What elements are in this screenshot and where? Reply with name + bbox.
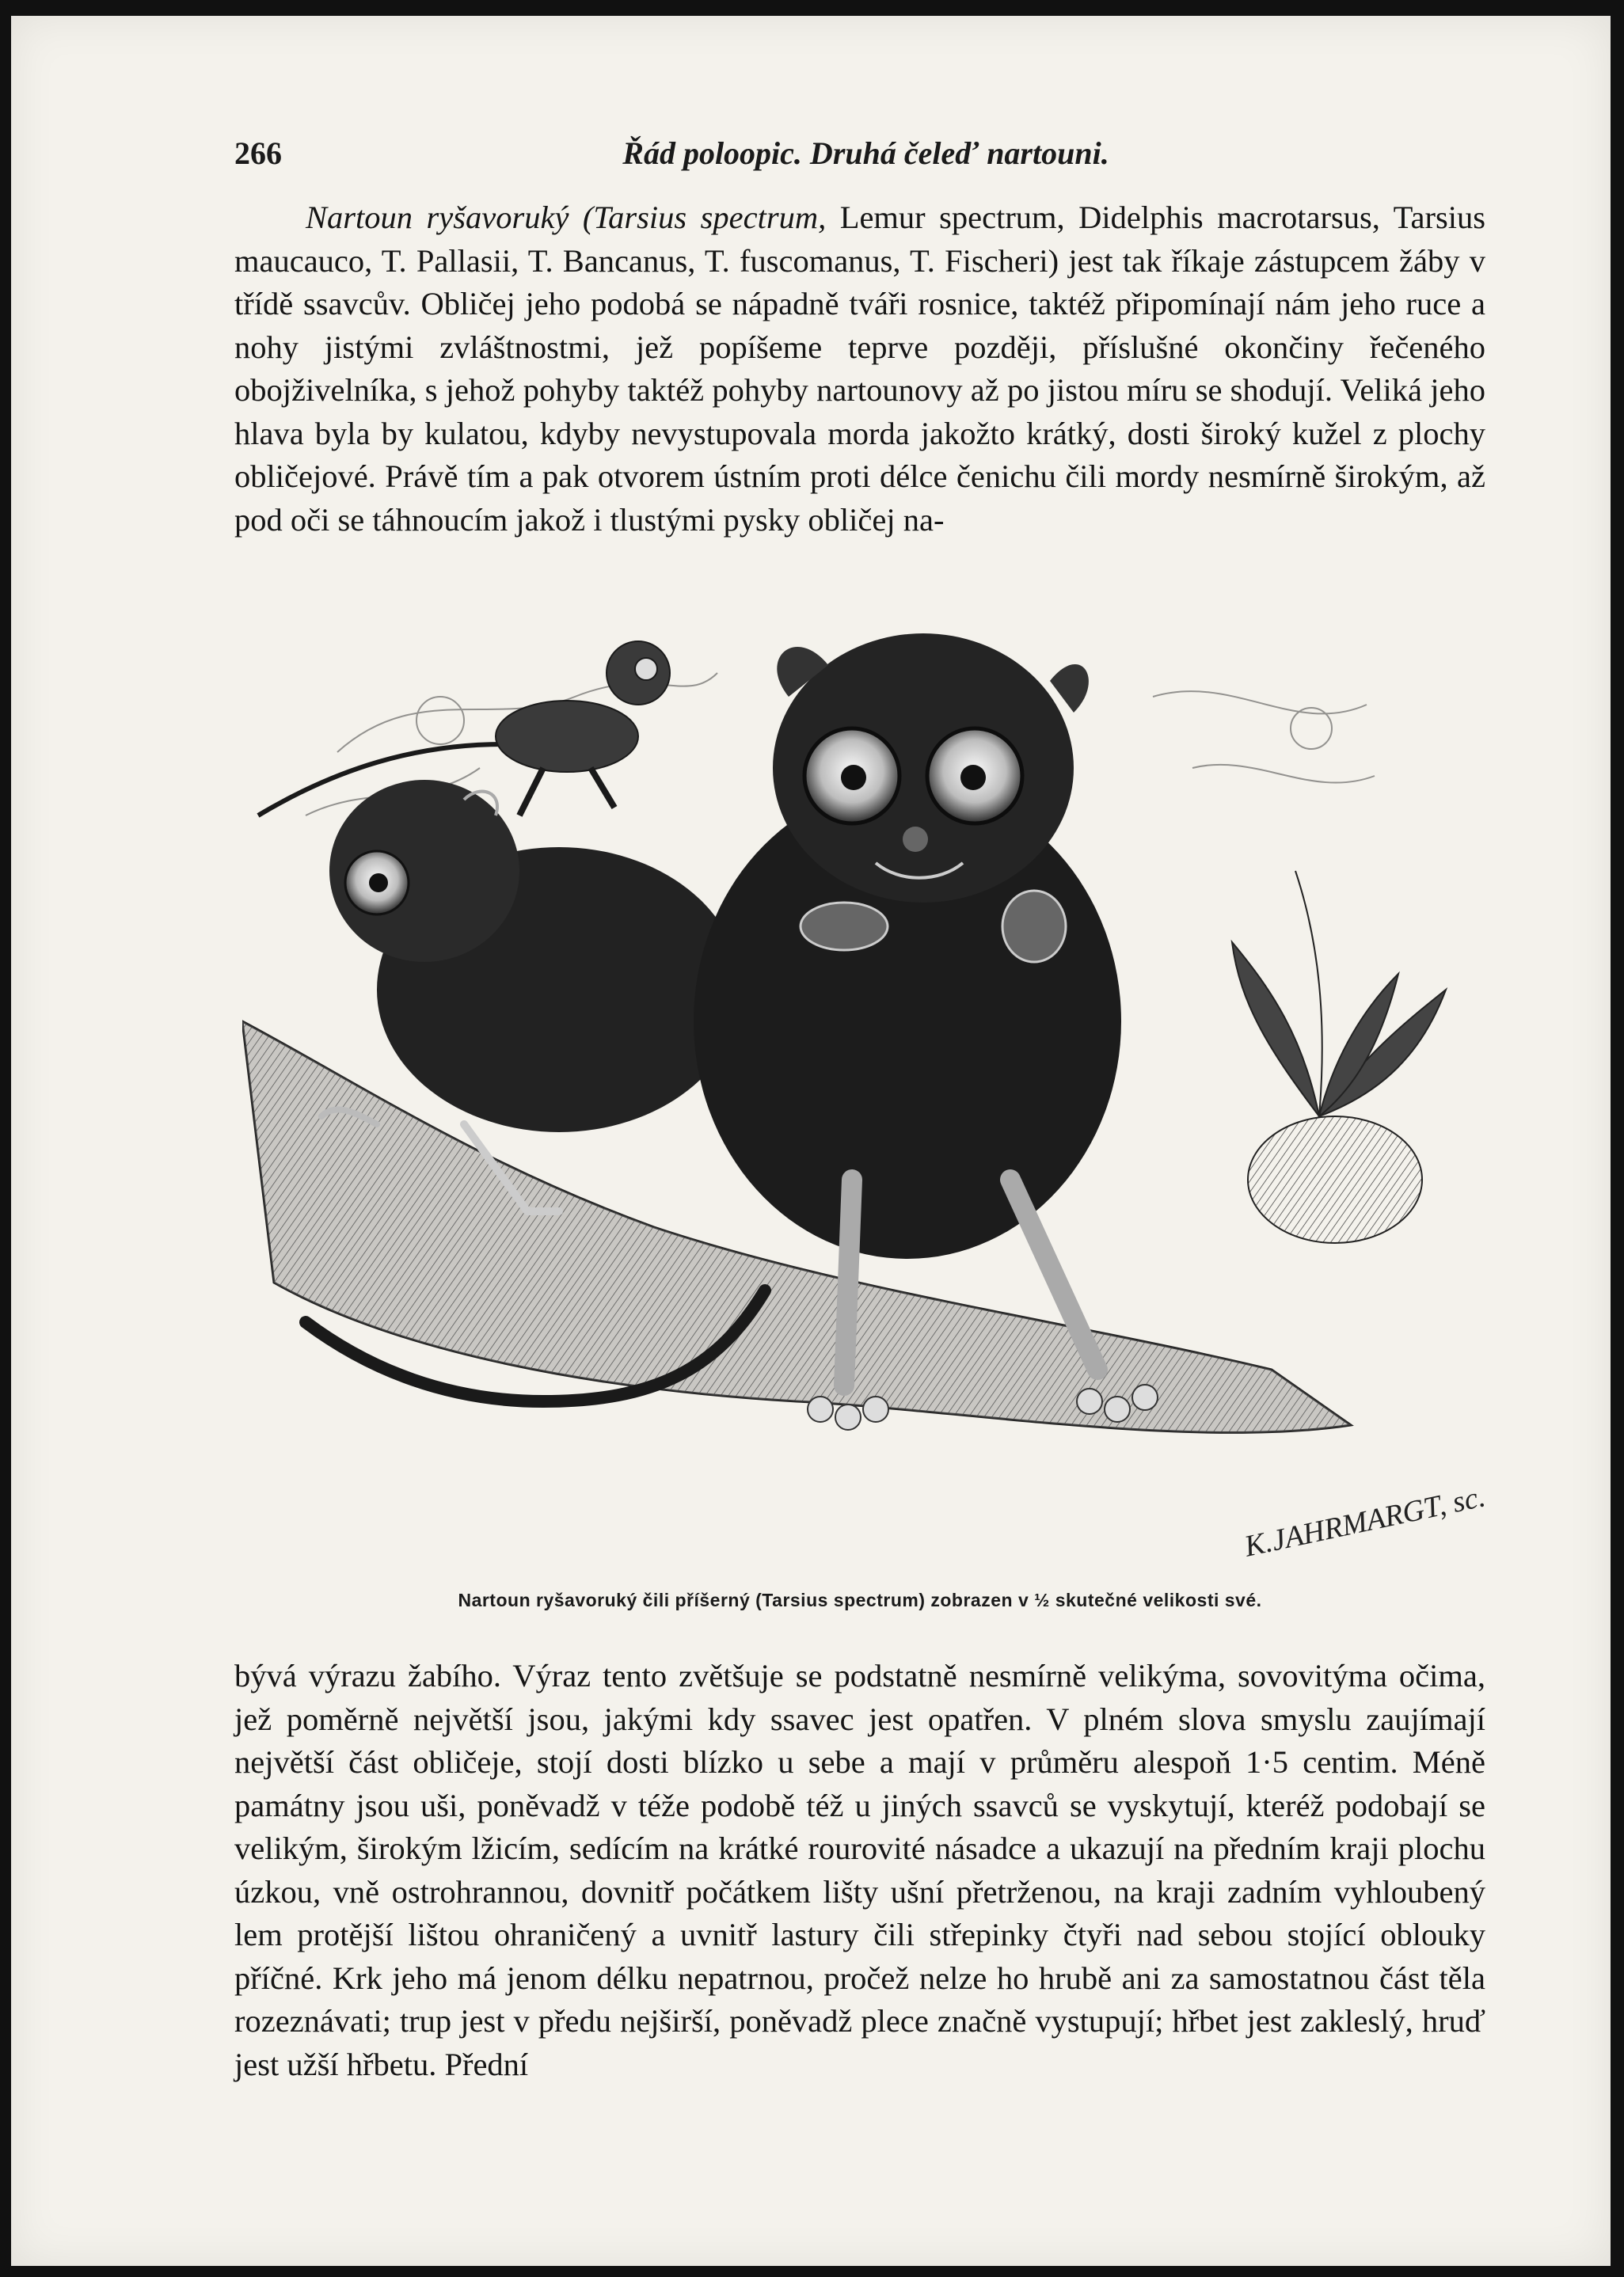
page-header — [234, 135, 1497, 174]
engraver-signature: K.JAHRMARGT, sc. — [1242, 1480, 1489, 1564]
running-title: Řád poloopic. Druhá čeleď nartouni. — [622, 135, 1109, 171]
paragraph-continued: bývá výrazu žabího. Výraz tento zvětšuje se podstatně nesmírně velikýma, sovovitýma očima, jež poměrně největší jsou, jakými kdy ssavec jest opatřen. V plném slova smyslu zaujímají největší část obličeje, stojí dosti blízko u sebe a mají v průměru alespoň 1·5 centim. Méně památny jsou uši, poněvadž v téže podobě též u jiných ssavců se vyskytují, kteréž podobají se velikým, širokým lžicím, sedícím na krátké rourovité násadce a ukazují na předním kraji plochu úzkou, vně ostrohrannou, dovnitř počátkem lišty ušní přetrženou, na kraji zadním vyhloubený lem protější lištou ohraničený a uvnitř lastury čili střepinky čtyři nad sebou stojící oblouky příčné. Krk jeho má jenom délku nepatrnou, pročež nelze ho hrubě ani za samostatnou část těla rozeznávati; trup jest v předu nejširší, poněvadž plece značně vystupují; hřbet jest zakleslý, hruď jest užší hřbetu. Přední — [234, 1658, 1485, 2082]
page-number: 266 — [234, 135, 282, 171]
paragraph-intro — [234, 196, 1485, 542]
paragraph-intro-text: Lemur spectrum, Didelphis macrotarsus, Tarsius maucauco, T. Pallasii, T. Bancanus, T. fuscomanus, T. Fischeri) jest tak říkaje zástupcem žáby v třídě ssavcův. Obličej jeho podobá se nápadně tváři rosnice, taktéž připomínají nám jeho ruce a nohy jistými zvláštnostmi, jež popíšeme teprve později, příslušné okončiny řečeného obojživelníka, s jehož pohyby taktéž pohyby nartounovy až po jistou míru se shodují. Veliká jeho hlava byla by kulatou, kdyby nevystupovala morda jakožto krátký, dosti široký kužel z plochy obličejové. Právě tím a pak otvorem ústním proti délce čenichu čili mordy nesmírně širokým, až pod oči se táhnoucím jakož i tlustými pysky obličej na- — [234, 200, 1485, 538]
species-name: Nartoun ryšavoruký (Tarsius spectrum, — [306, 200, 827, 235]
figure-caption: Nartoun ryšavoruký čili příšerný (Tarsius spectrum) zobrazen v ½ skutečné velikosti své. — [458, 1590, 1262, 1610]
plant — [1232, 871, 1446, 1243]
tarsier-illustration — [242, 610, 1485, 1583]
book-page — [11, 16, 1611, 2266]
